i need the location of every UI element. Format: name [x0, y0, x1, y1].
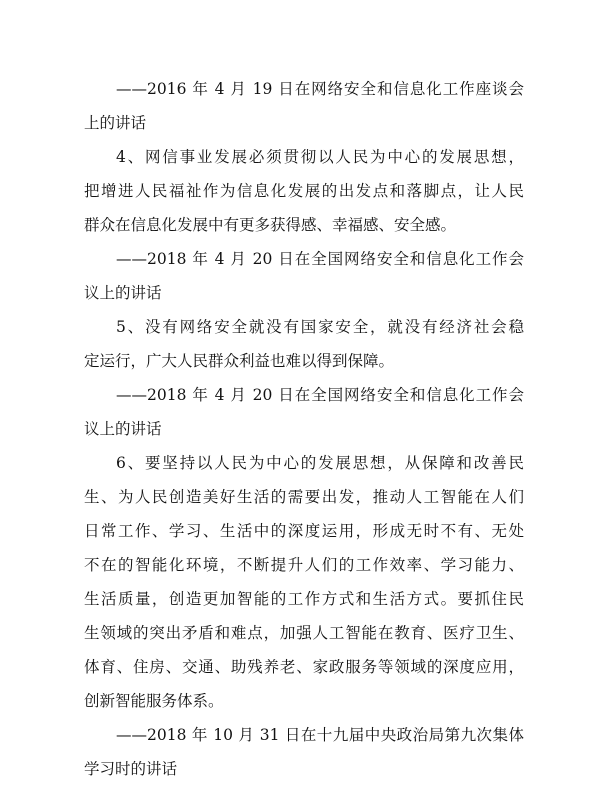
- citation-line: 学习时的讲话: [84, 760, 178, 778]
- citation-line: ——2018 年 10 月 31 日在十九届中央政治局第九次集体: [116, 726, 524, 744]
- paragraph-line: 定运行，广大人民群众利益也难以得到保障。: [84, 352, 395, 370]
- paragraph-line: 生活质量，创造更加智能的工作方式和生活方式。要抓住民: [84, 590, 524, 608]
- citation-line: 上的讲话: [84, 114, 147, 132]
- citation-line: ——2016 年 4 月 19 日在网络安全和信息化工作座谈会: [116, 80, 524, 98]
- citation-line: ——2018 年 4 月 20 日在全国网络安全和信息化工作会: [116, 386, 524, 404]
- paragraph-line: 日常工作、学习、生活中的深度运用，形成无时不有、无处: [84, 522, 524, 540]
- citation-line: 议上的讲话: [84, 420, 162, 438]
- citation-line: 议上的讲话: [84, 284, 162, 302]
- paragraph-line: 群众在信息化发展中有更多获得感、幸福感、安全感。: [84, 216, 457, 234]
- paragraph-line: 体育、住房、交通、助残养老、家政服务等领域的深度应用，: [84, 658, 524, 676]
- paragraph-line: 不在的智能化环境，不断提升人们的工作效率、学习能力、: [84, 556, 524, 574]
- paragraph-line: 6、要坚持以人民为中心的发展思想，从保障和改善民: [116, 454, 524, 472]
- paragraph-line: 生领域的突出矛盾和难点，加强人工智能在教育、医疗卫生、: [84, 624, 524, 642]
- paragraph-line: 创新智能服务体系。: [84, 692, 224, 710]
- paragraph-line: 4、网信事业发展必须贯彻以人民为中心的发展思想，: [116, 148, 524, 166]
- paragraph-line: 把增进人民福祉作为信息化发展的出发点和落脚点，让人民: [84, 182, 524, 200]
- paragraph-line: 生、为人民创造美好生活的需要出发，推动人工智能在人们: [84, 488, 524, 506]
- paragraph-line: 5、没有网络安全就没有国家安全，就没有经济社会稳: [116, 318, 524, 336]
- citation-line: ——2018 年 4 月 20 日在全国网络安全和信息化工作会: [116, 250, 524, 268]
